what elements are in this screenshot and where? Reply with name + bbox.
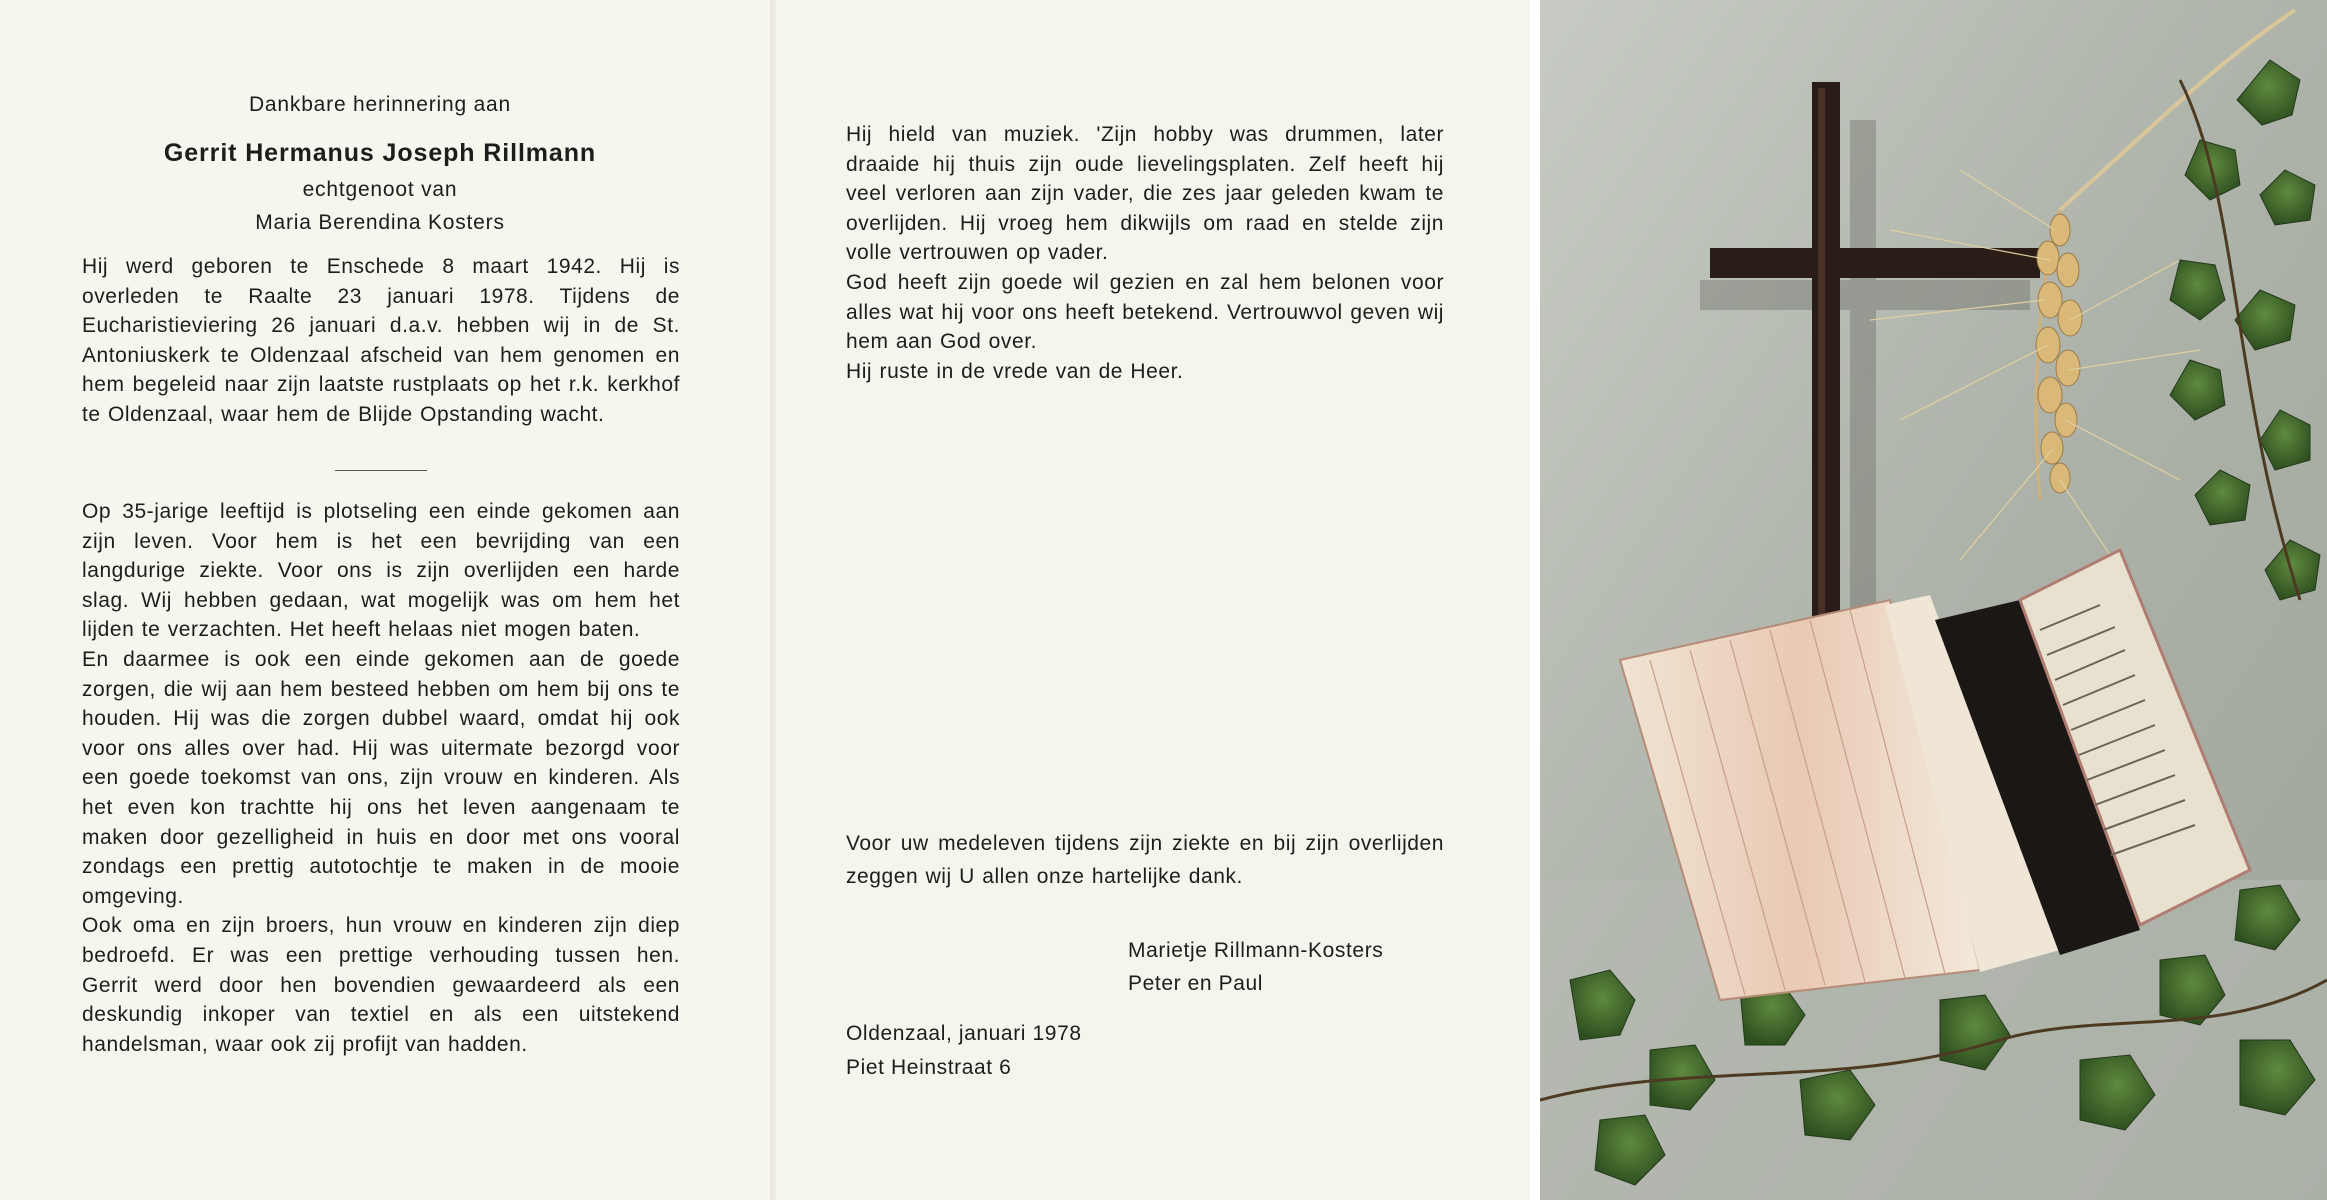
biography-text: Hij werd geboren te Enschede 8 maart 1942. Hij is overleden te Raalte 23 januari 1978. Tijdens de Eucharistieviering 26 januari d.a.v. hebben wij in de St. Antoniuskerk te Oldenzaal afscheid van hem genomen en hem begeleid naar zijn laatste rustplaats op het r.k. kerkhof te Oldenzaal, waar hem de Blijde Opstanding wacht. (82, 255, 680, 426)
thanks-block (846, 828, 1444, 893)
tribute-paragraph-3: Ook oma en zijn broers, hun vrouw en kinderen zijn diep bedroefd. Er was een prettige verhouding tussen hen. Gerrit werd door hen bovendien gewaardeerd als een deskundig inkoper van textiel en als een uitstekend handelsman, waar ook zij profijt van hadden. (82, 914, 680, 1056)
middle-page (776, 0, 1530, 1200)
middle-paragraph-2: God heeft zijn goede wil gezien en zal hem belonen voor alles wat hij voor ons heeft betekend. Vertrouwvol geven wij hem aan God over. (846, 270, 1444, 354)
tribute-paragraph-1: Op 35-jarige leeftijd is plotseling een einde gekomen aan zijn leven. Voor hem is het een bevrijding van een langdurige ziekte. Voor ons is zijn overlijden een harde slag. Wij hebben gedaan, wat mogelijk was om hem het lijden te verzachten. Het heeft helaas niet mogen baten. (82, 500, 680, 642)
spouse-label: echtgenoot van (302, 178, 458, 201)
address: Piet Heinstraat 6 (846, 1056, 1012, 1079)
tribute-paragraph-2: En daarmee is ook een einde gekomen aan de goede zorgen, die wij aan hem besteed hebben om hem bij ons te houden. Hij was die zorgen dubbel waard, omdat hij ook voor ons alles over had. Hij was uitermate bezorgd voor een goede toekomst van ons, zijn vrouw en kinderen. Als het even kon trachtte hij ons het leven aangenaam te maken door gezelligheid in huis en door met ons vooral zondags een prettig autotochtje te maken in de mooie omgeving. (82, 647, 680, 908)
scan-gap (1530, 0, 1540, 1200)
tribute-block (82, 497, 680, 1059)
intro-line: Dankbare herinnering aan (248, 93, 512, 116)
deceased-name: Gerrit Hermanus Joseph Rillmann (163, 139, 597, 167)
music-block (846, 120, 1444, 386)
signature-1: Marietje Rillmann-Kosters (1128, 939, 1384, 962)
middle-paragraph-3: Hij ruste in de vrede van de Heer. (846, 359, 1184, 383)
spouse-name: Maria Berendina Kosters (255, 211, 505, 234)
signature-2: Peter en Paul (1128, 972, 1264, 995)
memorial-photo (1540, 0, 2327, 1200)
divider-line (335, 470, 427, 471)
place-date: Oldenzaal, januari 1978 (846, 1022, 1082, 1045)
biography-block (82, 252, 680, 430)
thanks-text: Voor uw medeleven tijdens zijn ziekte en bij zijn overlijden zeggen wij U allen onze hartelijke dank. (846, 832, 1444, 888)
photo-panel (1540, 0, 2327, 1200)
left-page (0, 0, 770, 1200)
middle-paragraph-1: Hij hield van muziek. 'Zijn hobby was drummen, later draaide hij thuis zijn oude lievelingsplaten. Zelf heeft hij veel verloren aan zijn vader, die zes jaar geleden kwam te overlijden. Hij vroeg hem dikwijls om raad en stelde zijn volle vertrouwen op vader. (846, 123, 1444, 265)
